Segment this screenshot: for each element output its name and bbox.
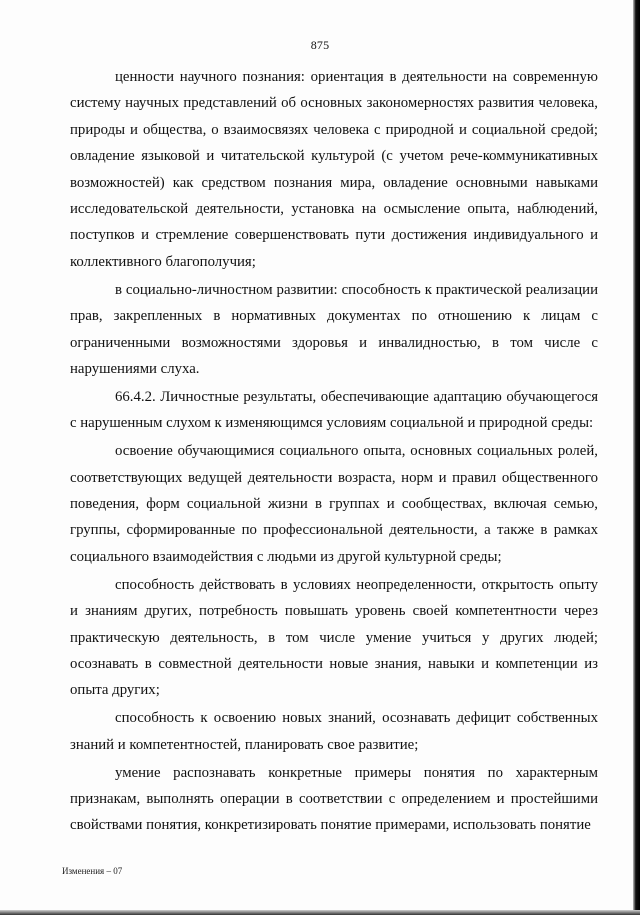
document-body [70,64,598,840]
scan-border-bottom [0,910,640,915]
paragraph-concept-recognition: умение распознавать конкретные примеры понятия по характерным признакам, выполнять операции в соответствии с определением и простейшими свойствами понятия, конкретизировать понятие примерами, использовать понятие [70,764,598,834]
paragraph-new-knowledge: способность к освоению новых знаний, осознавать дефицит собственных знаний и компетентностей, планировать свое развитие; [70,710,598,753]
scan-border-right [633,0,640,915]
paragraph-uncertainty-ability: способность действовать в условиях неопределенности, открытость опыту и знаниям других, потребность повышать уровень своей компетентности через практическую деятельность, в том числе умение учиться у других людей; осознавать в совместной деятельности новые знания, навыки и компетенции из опыта других; [70,576,598,699]
paragraph-social-experience: освоение обучающимися социального опыта, основных социальных ролей, соответствующих ведущей деятельности возраста, норм и правил общественного поведения, форм социальной жизни в группах и сообществах, включая семью, группы, сформированные по профессиональной деятельности, а также в рамках социального взаимодействия с людьми из другой культурной среды; [70,443,598,565]
footer-revision-note: Изменения – 07 [62,866,123,876]
paragraph-social-personal-development: в социально-личностном развитии: способность к практической реализации прав, закрепленных в нормативных документах по отношению к лицам с ограниченными возможностями здоровья и инвалидностью, в том числе с нарушениями слуха. [70,281,598,377]
paragraph-section-66-4-2: 66.4.2. Личностные результаты, обеспечивающие адаптацию обучающегося с нарушенным слухом к изменяющимся условиям социальной и природной среды: [70,388,598,432]
paragraph-scientific-knowledge-values: ценности научного познания: ориентация в деятельности на современную систему научных представлений об основных закономерностях развития человека, природы и общества, о взаимосвязях человека с природной и социальной средой; овладение языковой и читательской культурой (с учетом рече-коммуникативных возможностей) как средством познания мира, овладение основными навыками исследовательской деятельности, установка на осмысление опыта, наблюдений, поступков и стремление совершенствовать пути достижения индивидуального и коллективного благополучия; [70,69,598,270]
page-number: 875 [310,38,330,52]
